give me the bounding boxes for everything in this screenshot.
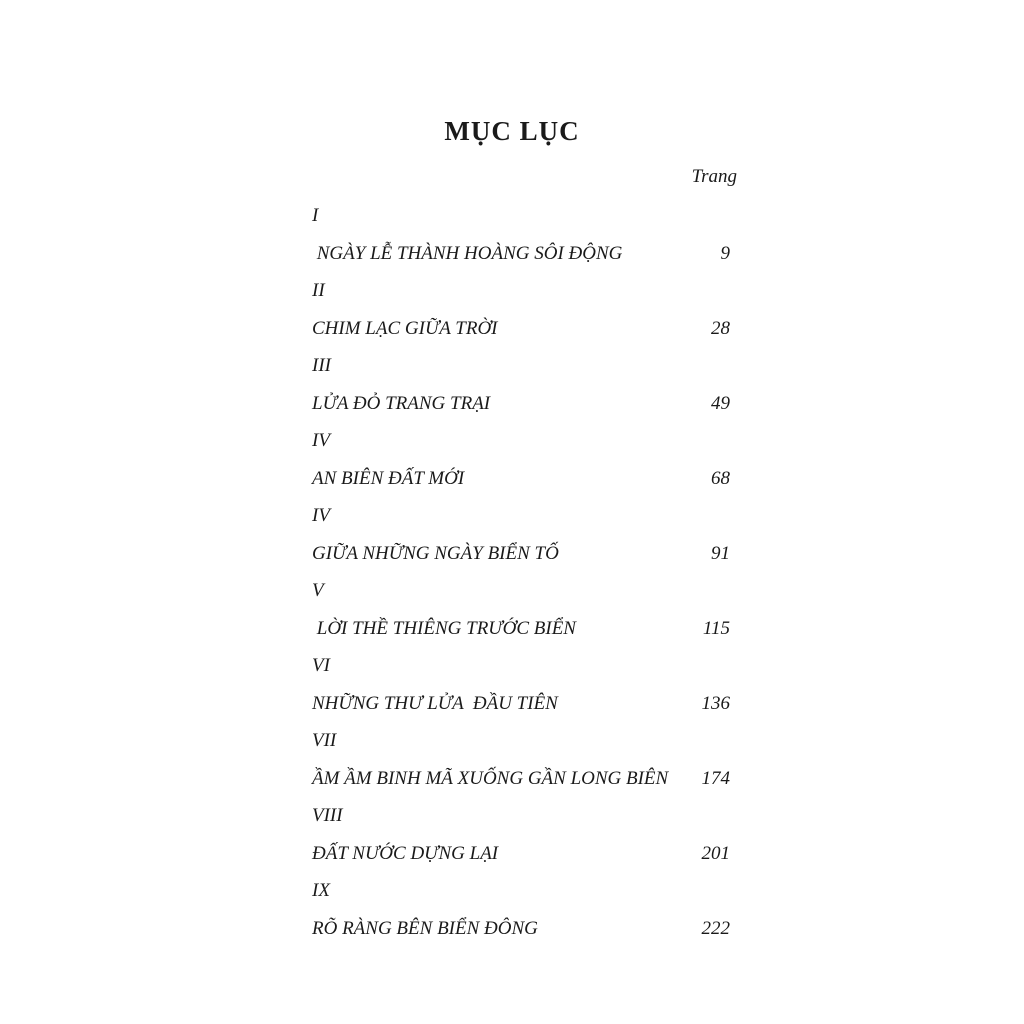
- chapter-numeral: V: [312, 580, 324, 601]
- chapter-numeral: I: [312, 205, 319, 226]
- toc-row: [312, 769, 730, 807]
- page-number: 115: [702, 617, 730, 639]
- chapter-numeral: VIII: [312, 805, 343, 826]
- toc-entry: [312, 656, 730, 731]
- toc-row: [312, 244, 730, 282]
- toc-entry: [312, 806, 730, 881]
- toc-row: [312, 394, 730, 432]
- toc-row: [312, 844, 730, 882]
- toc-entry: [312, 356, 730, 431]
- chapter-numeral: IV: [312, 430, 330, 451]
- chapter-title: AN BIÊN ĐẤT MỚI: [312, 467, 465, 489]
- toc-entry: [312, 506, 730, 581]
- page-number: 136: [701, 692, 730, 714]
- toc-row: [312, 919, 730, 957]
- page-number: 28: [711, 317, 730, 339]
- chapter-numeral: III: [312, 355, 331, 376]
- chapter-title: RÕ RÀNG BÊN BIỂN ĐÔNG: [312, 917, 538, 939]
- toc-row: [312, 619, 730, 657]
- page-number: 91: [711, 542, 730, 564]
- chapter-title: NGÀY LỄ THÀNH HOÀNG SÔI ĐỘNG: [312, 242, 623, 264]
- toc-entry: [312, 731, 730, 806]
- chapter-title: GIỮA NHỮNG NGÀY BIỂN TỐ: [312, 542, 559, 564]
- toc-row: [312, 319, 730, 357]
- chapter-numeral: IV: [312, 505, 330, 526]
- chapter-title: LỜI THỀ THIÊNG TRƯỚC BIỂN: [312, 617, 576, 639]
- toc-entry: [312, 281, 730, 356]
- page-column-label: Trang: [691, 166, 737, 187]
- chapter-numeral: II: [312, 280, 325, 301]
- chapter-numeral: VI: [312, 655, 330, 676]
- toc-row: [312, 544, 730, 582]
- chapter-title: ĐẤT NƯỚC DỰNG LẠI: [312, 842, 499, 864]
- table-of-contents: [312, 206, 730, 956]
- page-number: 201: [701, 842, 730, 864]
- page-number: 222: [701, 917, 730, 939]
- chapter-numeral: IX: [312, 880, 330, 901]
- toc-entry: [312, 206, 730, 281]
- toc-entry: [312, 881, 730, 956]
- chapter-numeral: VII: [312, 730, 337, 751]
- chapter-title: LỬA ĐỎ TRANG TRẠI: [312, 392, 491, 414]
- toc-row: [312, 694, 730, 732]
- toc-row: [312, 469, 730, 507]
- chapter-title: ẦM ẦM BINH MÃ XUỐNG GẦN LONG BIÊN: [312, 767, 669, 789]
- page-number: 174: [701, 767, 730, 789]
- toc-entry: [312, 581, 730, 656]
- toc-entry: [312, 431, 730, 506]
- chapter-title: CHIM LẠC GIỮA TRỜI: [312, 317, 498, 339]
- chapter-title: NHỮNG THƯ LỬA ĐẦU TIÊN: [312, 692, 558, 714]
- page-number: 9: [720, 242, 730, 264]
- page-title: MỤC LỤC: [444, 116, 580, 146]
- page-number: 68: [711, 467, 730, 489]
- page-number: 49: [711, 392, 730, 414]
